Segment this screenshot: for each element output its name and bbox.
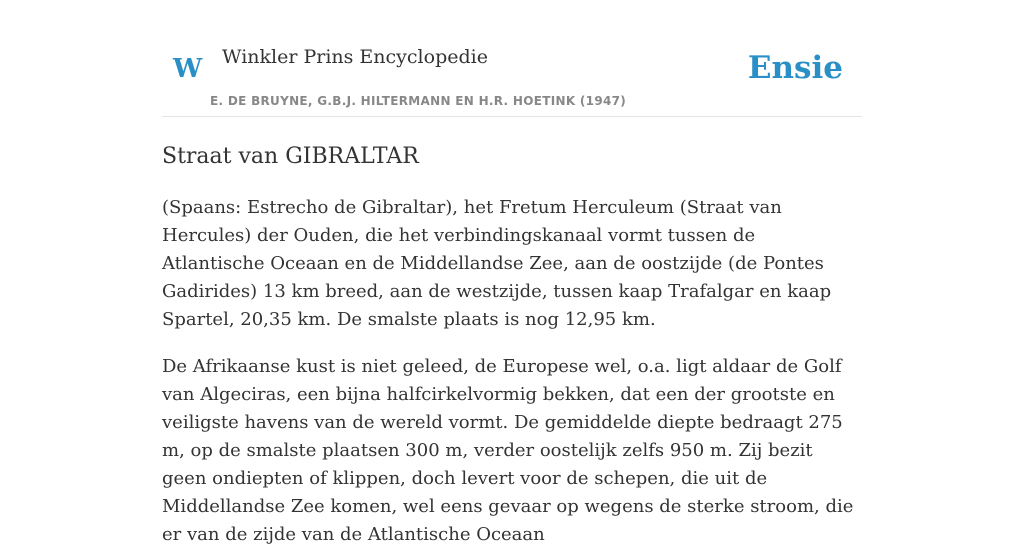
source-header [162, 0, 862, 117]
article-paragraph: (Spaans: Estrecho de Gibraltar), het Fretum Herculeum (Straat van Hercules) der Ouden, die het verbindingskanaal vormt tussen de Atlantische Oceaan en de Middellandse Zee, aan de oostzijde (de Pontes Gadirides) 13 km breed, aan de westzijde, tussen kaap Trafalgar en kaap Spartel, 20,35 km. De smalste plaats is nog 12,95 km. [162, 197, 832, 330]
article-body [162, 194, 862, 549]
encyclopedia-logo-icon: W [173, 54, 203, 84]
source-title[interactable]: Winkler Prins Encyclopedie [222, 46, 488, 68]
article-paragraph: De Afrikaanse kust is niet geleed, de Europese wel, o.a. ligt aldaar de Golf van Algeciras, een bijna halfcirkelvormig bekken, dat een der grootste en veiligste havens van de wereld vormt. De gemiddelde diepte bedraagt 275 m, op de smalste plaatsen 300 m, verder oostelijk zelfs 950 m. Zij bezit geen ondiepten of klippen, doch levert voor de schepen, die uit de Middellandse Zee komen, wel eens gevaar op wegens de sterke stroom, die er van de zijde van de Atlantische Oceaan [162, 356, 854, 545]
source-authors: E. DE BRUYNE, G.B.J. HILTERMANN EN H.R. HOETINK (1947) [210, 94, 627, 108]
page-container [162, 0, 862, 549]
ensie-brand-link[interactable]: Ensie [747, 50, 843, 86]
article-title: Straat van GIBRALTAR [162, 144, 419, 169]
